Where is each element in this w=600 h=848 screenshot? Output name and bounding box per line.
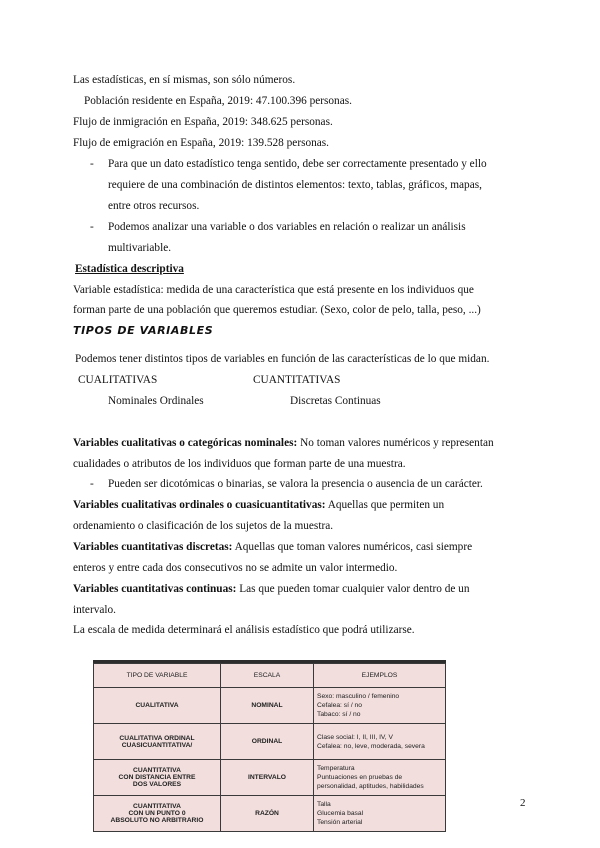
def-discreta-term: Variables cuantitativas discretas: (73, 541, 233, 553)
tipo-line: CON DISTANCIA ENTRE (118, 774, 196, 781)
cuantitativas-label: CUANTITATIVAS (253, 374, 341, 386)
def-ordinal-line-1 (73, 498, 444, 512)
tipo-line: CUASICUANTITATIVA/ (121, 741, 193, 749)
def-continua-text: Las que pueden tomar cualquier valor dentro de un (236, 583, 470, 595)
bullet-dash: - (90, 158, 94, 170)
row-tipo (94, 688, 221, 724)
ejemplo-line: personalidad, aptitudes, habilidades (317, 783, 424, 790)
descriptiva-line-2: forman parte de una población que queremos estudiar. (Sexo, color de pelo, talla, peso, ...) (73, 304, 481, 316)
header-escala: ESCALA (221, 664, 314, 688)
bullet-1-line-3: entre otros recursos. (108, 200, 200, 212)
tipo-line: CUANTITATIVA (133, 767, 181, 774)
page-number: 2 (520, 797, 526, 809)
header-tipo: TIPO DE VARIABLE (94, 664, 221, 688)
row-ejemplos (314, 688, 446, 724)
bullet-dash: - (90, 221, 94, 233)
table-row (94, 760, 446, 796)
table-header-row (94, 664, 446, 688)
scales-table (93, 663, 446, 832)
def-nominal-term: Variables cualitativas o categóricas nominales: (73, 437, 298, 449)
ejemplo-line: Temperatura (317, 765, 355, 772)
def-ordinal-text: Aquellas que permiten un (325, 499, 445, 511)
row-escala: RAZÓN (221, 796, 314, 832)
def-nominal-text: No toman valores numéricos y representan (297, 437, 494, 449)
ejemplo-line: Glucemia basal (317, 810, 364, 817)
tipo-line: ABSOLUTO NO ARBITRARIO (110, 817, 204, 824)
bullet-1-line-2: requiere de una combinación de distintos elementos: texto, tablas, gráficos, mapas, (108, 179, 482, 191)
cualitativas-subtypes: Nominales Ordinales (108, 395, 204, 407)
def-continua-line-1 (73, 582, 469, 596)
bullet-1-line-1: Para que un dato estadístico tenga sentido, debe ser correctamente presentado y ello (108, 158, 487, 170)
row-escala: INTERVALO (221, 760, 314, 796)
ejemplo-line: Puntuaciones en pruebas de (317, 774, 403, 781)
ejemplo-line: Clase social: I, II, III, IV, V (317, 733, 393, 741)
bullet-2-line-2: multivariable. (108, 242, 172, 254)
row-ejemplos (314, 724, 446, 760)
bullet-2-line-1: Podemos analizar una variable o dos variables en relación o realizar un análisis (108, 221, 466, 233)
tipo-line: CUALITATIVA ORDINAL (119, 734, 195, 742)
table-row (94, 724, 446, 760)
descriptiva-heading: Estadística descriptiva (75, 263, 184, 275)
tipo-line: CUALITATIVA (135, 702, 179, 709)
tipo-line: CON UN PUNTO 0 (128, 810, 186, 817)
intro-line-4: Flujo de emigración en España, 2019: 139.528 personas. (73, 137, 330, 149)
row-escala: ORDINAL (221, 724, 314, 760)
ejemplo-line: Cefalea: sí / no (317, 702, 362, 709)
tipo-line: DOS VALORES (132, 781, 182, 788)
row-tipo (94, 760, 221, 796)
def-continua-line-2: intervalo. (73, 604, 116, 616)
escala-sentence: La escala de medida determinará el análisis estadístico que podrá utilizarse. (73, 624, 415, 636)
table-row (94, 688, 446, 724)
ejemplo-line: Cefalea: no, leve, moderada, severa (317, 742, 425, 750)
cuantitativas-subtypes: Discretas Continuas (290, 395, 381, 407)
tipo-line: CUANTITATIVA (133, 803, 181, 810)
def-nominal-line-2: cualidades o atributos de los individuos que forman parte de una muestra. (73, 458, 406, 470)
header-ejemplos: EJEMPLOS (314, 664, 446, 688)
row-ejemplos (314, 796, 446, 832)
row-tipo (94, 796, 221, 832)
def-discreta-line-1 (73, 540, 472, 554)
def-nominal-line-1 (73, 436, 494, 450)
ejemplo-line: Tabaco: sí / no (317, 711, 361, 718)
row-ejemplos (314, 760, 446, 796)
ejemplo-line: Talla (317, 801, 331, 808)
def-ordinal-term: Variables cualitativas ordinales o cuasicuantitativas: (73, 499, 326, 511)
ejemplo-line: Tensión arterial (317, 819, 363, 826)
descriptiva-line-1: Variable estadística: medida de una característica que está presente en los individuos que (73, 284, 474, 296)
def-continua-term: Variables cuantitativas continuas: (73, 583, 237, 595)
def-discreta-line-2: enteros y entre cada dos consecutivos no se admite un valor intermedio. (73, 562, 398, 574)
row-escala: NOMINAL (221, 688, 314, 724)
bullet-dash: - (90, 478, 94, 490)
intro-line-2: Población residente en España, 2019: 47.100.396 personas. (84, 95, 352, 107)
intro-line-1: Las estadísticas, en sí mismas, son sólo números. (73, 74, 296, 86)
def-discreta-text: Aquellas que toman valores numéricos, casi siempre (232, 541, 473, 553)
tipos-title: TIPOS DE VARIABLES (73, 324, 214, 337)
table-row (94, 796, 446, 832)
def-ordinal-line-2: ordenamiento o clasificación de los sujetos de la muestra. (73, 520, 334, 532)
ejemplo-line: Sexo: masculino / femenino (317, 693, 400, 700)
tipos-intro: Podemos tener distintos tipos de variables en función de las características de lo que midan. (75, 353, 490, 365)
row-tipo (94, 724, 221, 760)
intro-line-3: Flujo de inmigración en España, 2019: 348.625 personas. (73, 116, 333, 128)
def-nominal-bullet: Pueden ser dicotómicas o binarias, se valora la presencia o ausencia de un carácter. (108, 478, 483, 490)
cualitativas-label: CUALITATIVAS (78, 374, 158, 386)
